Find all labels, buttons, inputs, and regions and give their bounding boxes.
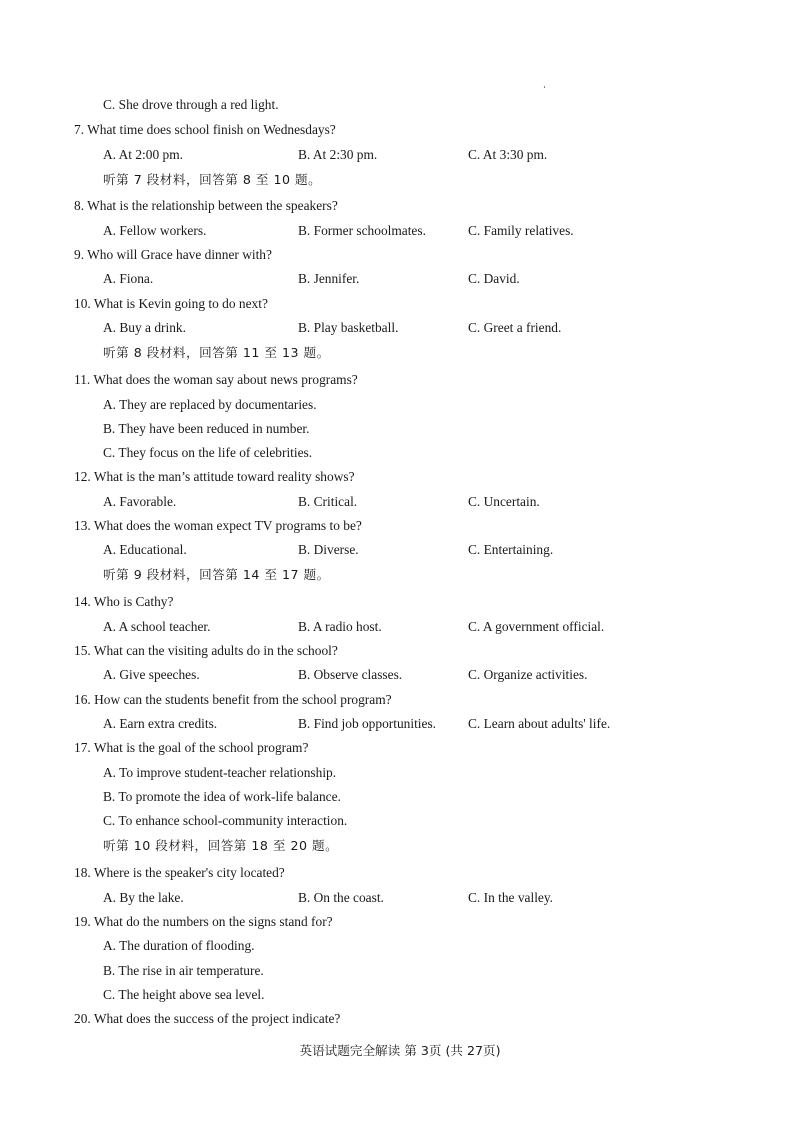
section-9-instruction: 听第 9 段材料，回答第 14 至 17 题。	[103, 567, 330, 582]
q15-option-a: A. Give speeches.	[103, 667, 200, 682]
q13-option-c: C. Entertaining.	[468, 542, 554, 557]
q9-option-b: B. Jennifer.	[298, 271, 360, 286]
corner-mark: ʻ	[543, 84, 546, 94]
q10-option-c: C. Greet a friend.	[468, 320, 562, 335]
q19-option-b: B. The rise in air temperature.	[103, 963, 264, 978]
q16-question: 16. How can the students benefit from the school program?	[74, 692, 392, 707]
q14-option-c: C. A government official.	[468, 619, 605, 634]
q7-option-a: A. At 2:00 pm.	[103, 147, 183, 162]
q16-option-b: B. Find job opportunities.	[298, 716, 437, 731]
q12-option-a: A. Favorable.	[103, 494, 177, 509]
q9-question: 9. Who will Grace have dinner with?	[74, 247, 272, 262]
q13-question: 13. What does the woman expect TV programs to be?	[74, 518, 362, 533]
q18-option-c: C. In the valley.	[468, 890, 554, 905]
q18-option-b: B. On the coast.	[298, 890, 384, 905]
q18-question: 18. Where is the speaker's city located?	[74, 865, 285, 880]
q15-question: 15. What can the visiting adults do in the school?	[74, 643, 338, 658]
q17-option-c: C. To enhance school-community interaction.	[103, 813, 348, 828]
q16-option-a: A. Earn extra credits.	[103, 716, 218, 731]
q6-option-c: C. She drove through a red light.	[103, 97, 279, 112]
q15-option-c: C. Organize activities.	[468, 667, 588, 682]
q12-option-b: B. Critical.	[298, 494, 358, 509]
q12-option-c: C. Uncertain.	[468, 494, 540, 509]
q11-question: 11. What does the woman say about news programs?	[74, 372, 358, 387]
q7-option-b: B. At 2:30 pm.	[298, 147, 378, 162]
section-7-instruction: 听第 7 段材料，回答第 8 至 10 题。	[103, 172, 322, 187]
q10-option-b: B. Play basketball.	[298, 320, 399, 335]
q15-option-b: B. Observe classes.	[298, 667, 403, 682]
q7-option-c: C. At 3:30 pm.	[468, 147, 548, 162]
q12-question: 12. What is the man’s attitude toward reality shows?	[74, 469, 355, 484]
q17-question: 17. What is the goal of the school program?	[74, 740, 309, 755]
q19-option-a: A. The duration of flooding.	[103, 938, 255, 953]
q8-option-c: C. Family relatives.	[468, 223, 574, 238]
q7-question: 7. What time does school finish on Wednesdays?	[74, 122, 336, 137]
q9-option-c: C. David.	[468, 271, 520, 286]
q10-question: 10. What is Kevin going to do next?	[74, 296, 268, 311]
q11-option-b: B. They have been reduced in number.	[103, 421, 310, 436]
q14-option-a: A. A school teacher.	[103, 619, 211, 634]
q8-question: 8. What is the relationship between the speakers?	[74, 198, 338, 213]
q17-option-a: A. To improve student-teacher relationship.	[103, 765, 337, 780]
q16-option-c: C. Learn about adults' life.	[468, 716, 611, 731]
q13-option-a: A. Educational.	[103, 542, 187, 557]
q20-question: 20. What does the success of the project indicate?	[74, 1011, 341, 1026]
q14-option-b: B. A radio host.	[298, 619, 382, 634]
q11-option-a: A. They are replaced by documentaries.	[103, 397, 317, 412]
q9-option-a: A. Fiona.	[103, 271, 154, 286]
q14-question: 14. Who is Cathy?	[74, 594, 174, 609]
q13-option-b: B. Diverse.	[298, 542, 359, 557]
q18-option-a: A. By the lake.	[103, 890, 184, 905]
q8-option-b: B. Former schoolmates.	[298, 223, 426, 238]
q17-option-b: B. To promote the idea of work-life balance.	[103, 789, 341, 804]
section-10-instruction: 听第 10 段材料，回答第 18 至 20 题。	[103, 838, 339, 853]
q10-option-a: A. Buy a drink.	[103, 320, 186, 335]
q8-option-a: A. Fellow workers.	[103, 223, 207, 238]
q19-option-c: C. The height above sea level.	[103, 987, 265, 1002]
page-footer: 英语试题完全解读 第 3页 (共 27页)	[299, 1043, 501, 1058]
q19-question: 19. What do the numbers on the signs stand for?	[74, 914, 333, 929]
section-8-instruction: 听第 8 段材料，回答第 11 至 13 题。	[103, 345, 330, 360]
q11-option-c: C. They focus on the life of celebrities.	[103, 445, 313, 460]
